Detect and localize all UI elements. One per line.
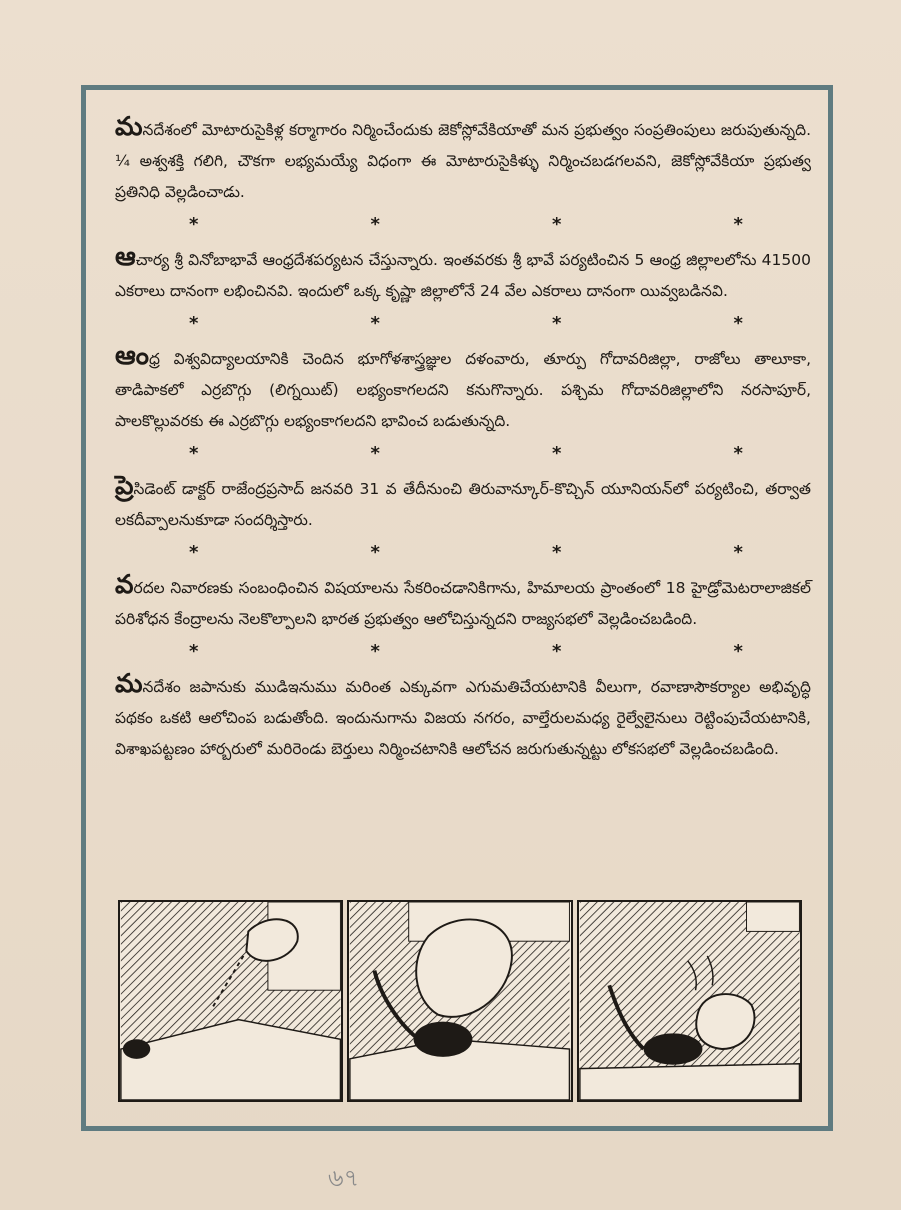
star-separator: *	[552, 641, 562, 662]
star-separator: *	[189, 214, 199, 235]
separator-row	[115, 437, 811, 471]
star-separator: *	[370, 214, 380, 235]
news-item-text: చార్య శ్రీ వినోబాభావే ఆంధ్రదేశపర్యటన చేస్తున్నారు. ఇంతవరకు శ్రీ భావే పర్యటించిన 5 ఆంధ్ర జిల్లాలలోను 41500 ఎకరాలు దానంగా లభించినవి. ఇందులో ఒక్క కృష్ణా జిల్లాలోనే 24 వేల ఎకరాలు దానంగా యివ్వబడినవి.	[115, 251, 811, 300]
star-separator: *	[733, 641, 743, 662]
star-separator: *	[552, 542, 562, 563]
dropcap: ఆం	[115, 341, 149, 371]
cat-jumping-illustration	[120, 902, 341, 1100]
separator-row	[115, 536, 811, 570]
comic-panel-3	[577, 900, 802, 1102]
separator-row	[115, 307, 811, 341]
comic-panel-2	[347, 900, 572, 1102]
star-separator: *	[552, 313, 562, 334]
dropcap: మ	[115, 669, 143, 699]
cat-caught-in-bag-illustration	[579, 902, 800, 1100]
star-separator: *	[189, 313, 199, 334]
star-separator: *	[733, 542, 743, 563]
star-separator: *	[370, 542, 380, 563]
news-item-text: ధ్ర విశ్వవిద్యాలయానికి చెందిన భూగోళశాస్త్రజ్ఞుల దళంవారు, తూర్పు గోదావరిజిల్లా, రాజోలు తాలూకా, తాడిపాకలో ఎర్రబొగ్గు (లిగ్నయిట్) లభ్యంకాగలదని కనుగొన్నారు. పశ్చిమ గోదావరిజిల్లాలోని నరసాపూర్, పాలకొల్లువరకు ఈ ఎర్రబొగ్గు లభ్యంకాగలదని భావించ బడుతున్నది.	[115, 350, 811, 430]
star-separator: *	[189, 443, 199, 464]
star-separator: *	[733, 313, 743, 334]
dropcap: వ	[115, 570, 134, 600]
dropcap: ప్రె	[115, 471, 134, 501]
star-separator: *	[189, 542, 199, 563]
news-item-text: నదేశంలో మోటారుసైకిళ్ల కర్మాగారం నిర్మించేందుకు జెకోస్లోవేకియాతో మన ప్రభుత్వం సంప్రతింపులు జరుపుతున్నది. ¼ అశ్వశక్తి గలిగి, చౌకగా లభ్యమయ్యే విధంగా ఈ మోటారుసైకిళ్ళు నిర్మించబడగలవని, జెకోస్లోవేకియా ప్రభుత్వ ప్రతినిధి వెల్లడించాడు.	[115, 121, 811, 201]
star-separator: *	[189, 641, 199, 662]
separator-row	[115, 208, 811, 242]
news-item-5	[115, 570, 811, 635]
news-item-3	[115, 341, 811, 437]
news-item-text: నదేశం జపానుకు ముడిఇనుము మరింత ఎక్కువగా ఎగుమతిచేయటానికి వీలుగా, రవాణాసౌకర్యాల అభివృద్ధి పథకం ఒకటి ఆలోచింప బడుతోంది. ఇందునుగాను విజయ నగరం, వాల్తేరులమధ్య రైల్వేలైనులు రెట్టింపుచేయటానికి, విశాఖపట్టణం హార్బరులో మరిరెండు బెర్తులు నిర్మించటానికి ఆలోచన జరుగుతున్నట్టు లోకసభలో వెల్లడించబడింది.	[115, 678, 811, 758]
news-item-1	[115, 112, 811, 208]
news-item-6	[115, 669, 811, 765]
news-item-2	[115, 242, 811, 307]
separator-row	[115, 635, 811, 669]
star-separator: *	[370, 313, 380, 334]
star-separator: *	[552, 443, 562, 464]
star-separator: *	[370, 641, 380, 662]
cat-with-bag-illustration	[349, 902, 570, 1100]
news-item-text: రదల నివారణకు సంబంధించిన విషయాలను సేకరించడానికిగాను, హిమాలయ ప్రాంతంలో 18 హైడ్రోమెటరాలాజికల్ పరిశోధన కేంద్రాలను నెలకొల్పాలని భారత ప్రభుత్వం ఆలోచిస్తున్నదని రాజ్యసభలో వెల్లడించబడింది.	[115, 579, 811, 628]
news-item-text: సిడెంట్ డాక్టర్ రాజేంద్రప్రసాద్ జనవరి 31 వ తేదీనుంచి తిరువాన్కూర్-కొచ్చిన్ యూనియన్‌లో పర్యటించి, తర్వాత లకదీవ్పాలనుకూడా సందర్శిస్తారు.	[115, 480, 811, 529]
article-column	[115, 112, 811, 765]
dropcap: ఆ	[115, 242, 136, 272]
star-separator: *	[733, 443, 743, 464]
page-number-pencil-mark: ৬৭	[328, 1164, 360, 1192]
star-separator: *	[552, 214, 562, 235]
news-item-4	[115, 471, 811, 536]
star-separator: *	[370, 443, 380, 464]
dropcap: మ	[115, 112, 143, 142]
star-separator: *	[733, 214, 743, 235]
comic-strip	[118, 900, 802, 1102]
comic-panel-1	[118, 900, 343, 1102]
